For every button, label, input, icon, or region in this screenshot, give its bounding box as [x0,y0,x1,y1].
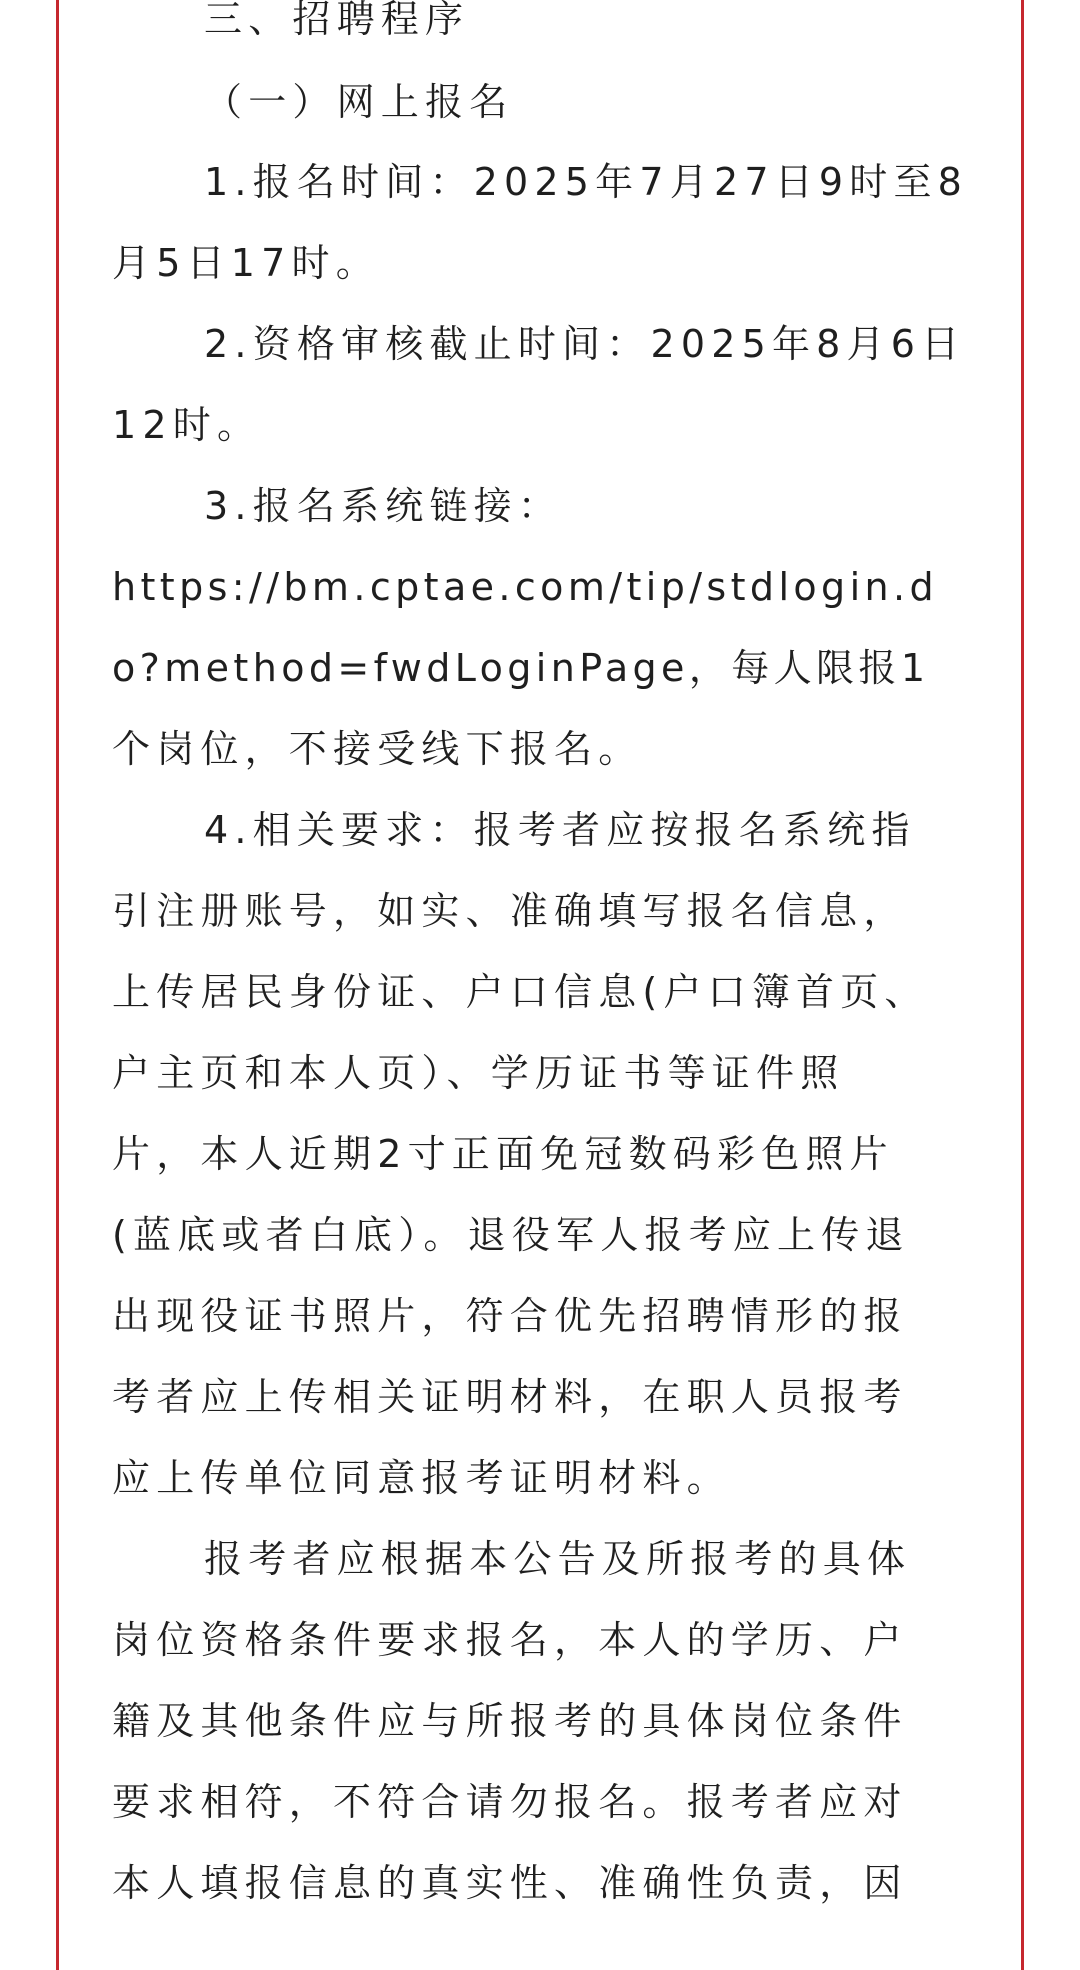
text-line: o?method=fwdLoginPage，每人限报1 [112,646,930,690]
text-line: 1.报名时间：2025年7月27日9时至8 [204,160,969,204]
text-line: (蓝底或者白底）。退役军人报考应上传退 [112,1213,910,1257]
text-line: 月5日17时。 [112,241,380,285]
text-line: 12时。 [112,403,262,447]
text-line: 考者应上传相关证明材料，在职人员报考 [112,1375,908,1419]
text-line: 岗位资格条件要求报名，本人的学历、户 [112,1618,908,1662]
text-line: 4.相关要求：报考者应按报名系统指 [204,808,916,852]
text-line: 上传居民身份证、户口信息(户口簿首页、 [112,970,929,1014]
text-line: 要求相符，不符合请勿报名。报考者应对 [112,1780,908,1824]
text-line: 2.资格审核截止时间：2025年8月6日 [204,322,966,366]
subsection-heading: （一）网上报名 [204,80,514,124]
text-line: 籍及其他条件应与所报考的具体岗位条件 [112,1699,908,1743]
section-heading: 三、招聘程序 [204,0,470,41]
text-line: 本人填报信息的真实性、准确性负责，因 [112,1861,908,1905]
text-line: 个岗位，不接受线下报名。 [112,727,643,771]
text-line: 报考者应根据本公告及所报考的具体 [204,1537,912,1581]
text-line: 引注册账号，如实、准确填写报名信息， [112,889,908,933]
text-line: 应上传单位同意报考证明材料。 [112,1456,731,1500]
text-line: 3.报名系统链接： [204,484,563,528]
registration-link[interactable]: https://bm.cptae.com/tip/stdlogin.d [112,565,939,609]
text-line: 片，本人近期2寸正面免冠数码彩色照片 [112,1132,894,1176]
text-line: 户主页和本人页）、学历证书等证件照 [112,1051,845,1095]
text-line: 出现役证书照片，符合优先招聘情形的报 [112,1294,908,1338]
